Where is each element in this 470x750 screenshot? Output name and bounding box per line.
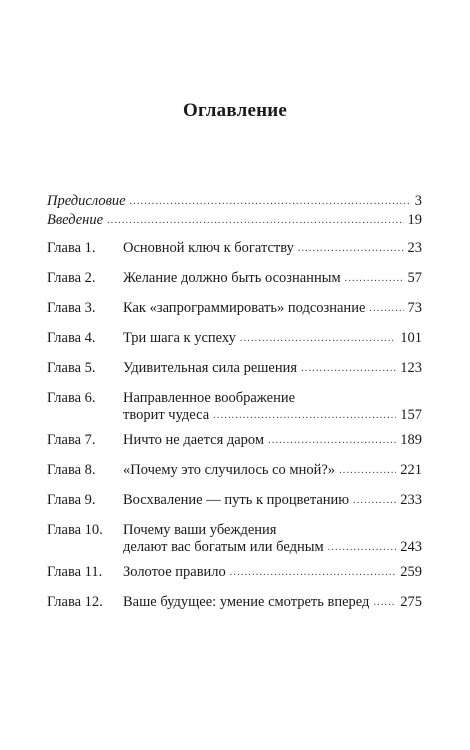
toc-page-number: 3 [414,193,422,209]
toc-entry-chapter-11[interactable] [47,564,422,581]
chapter-label: Глава 1. [47,240,96,256]
toc-page-number: 221 [400,462,422,478]
toc-entry-chapter-1[interactable] [47,240,422,257]
toc-page-number: 73 [407,300,422,316]
chapter-label: Глава 12. [47,594,103,610]
toc-page-number: 57 [407,270,422,286]
chapter-label: Глава 3. [47,300,96,316]
dot-leader [353,495,396,506]
dot-leader [230,567,396,578]
toc-entry-title: Введение [47,212,104,228]
dot-leader [213,410,396,421]
toc-page-number: 19 [407,212,422,228]
dot-leader [301,363,396,374]
chapter-label: Глава 8. [47,462,96,478]
chapter-title: Желание должно быть осознанным [123,270,341,286]
toc-entry-chapter-6[interactable] [47,390,422,424]
dot-leader [339,465,396,476]
chapter-title: «Почему это случилось со мной?» [123,462,336,478]
chapter-title: Ничто не дается даром [123,432,265,448]
chapter-title: Как «запрограммировать» подсознание [123,300,366,316]
table-of-contents [47,193,422,624]
dot-leader [345,273,404,284]
dot-leader [240,333,396,344]
chapter-title: Золотое правило [123,564,226,580]
dot-leader [298,243,404,254]
page-title: Оглавление [182,100,288,121]
chapter-title: Удивительная сила решения [123,360,298,376]
toc-entry-chapter-8[interactable] [47,462,422,479]
toc-page-number: 123 [400,360,422,376]
toc-entry-chapter-10[interactable] [47,522,422,556]
chapter-title: Направленное воображение [123,390,296,406]
chapter-label: Глава 4. [47,330,96,346]
toc-page-number: 189 [400,432,422,448]
toc-page-number: 157 [400,407,422,423]
chapter-label: Глава 9. [47,492,96,508]
toc-page-number: 259 [400,564,422,580]
toc-entry-chapter-7[interactable] [47,432,422,449]
toc-entry-chapter-9[interactable] [47,492,422,509]
toc-entry-chapter-12[interactable] [47,594,422,611]
toc-entry-chapter-5[interactable] [47,360,422,377]
toc-page-number: 23 [407,240,422,256]
toc-page-number: 233 [400,492,422,508]
chapter-label: Глава 2. [47,270,96,286]
dot-leader [369,303,403,314]
toc-page-number: 275 [400,594,422,610]
chapter-label: Глава 10. [47,522,103,538]
chapter-title: Восхваление — путь к процветанию [123,492,350,508]
chapter-label: Глава 5. [47,360,96,376]
chapter-title: Основной ключ к богатству [123,240,294,256]
chapter-title-continued: делают вас богатым или бедным [123,539,324,555]
chapter-title: Три шага к успеху [123,330,236,346]
toc-page-number: 243 [400,539,422,555]
toc-entry-introduction[interactable] [47,212,422,229]
toc-entry-chapter-4[interactable] [47,330,422,347]
dot-leader [373,597,396,608]
dot-leader [268,435,396,446]
toc-entry-chapter-3[interactable] [47,300,422,317]
chapter-label: Глава 11. [47,564,103,580]
toc-entry-title: Предисловие [47,193,126,209]
chapter-title-continued: творит чудеса [123,407,210,423]
chapter-label: Глава 6. [47,390,96,406]
toc-entry-chapter-2[interactable] [47,270,422,287]
chapter-title: Почему ваши убеждения [123,522,277,538]
dot-leader [328,542,397,553]
chapter-title: Ваше будущее: умение смотреть вперед [123,594,370,610]
chapter-label: Глава 7. [47,432,96,448]
toc-entry-preface[interactable] [47,193,422,210]
dot-leader [107,215,403,226]
dot-leader [130,196,411,207]
toc-page-number: 101 [400,330,422,346]
